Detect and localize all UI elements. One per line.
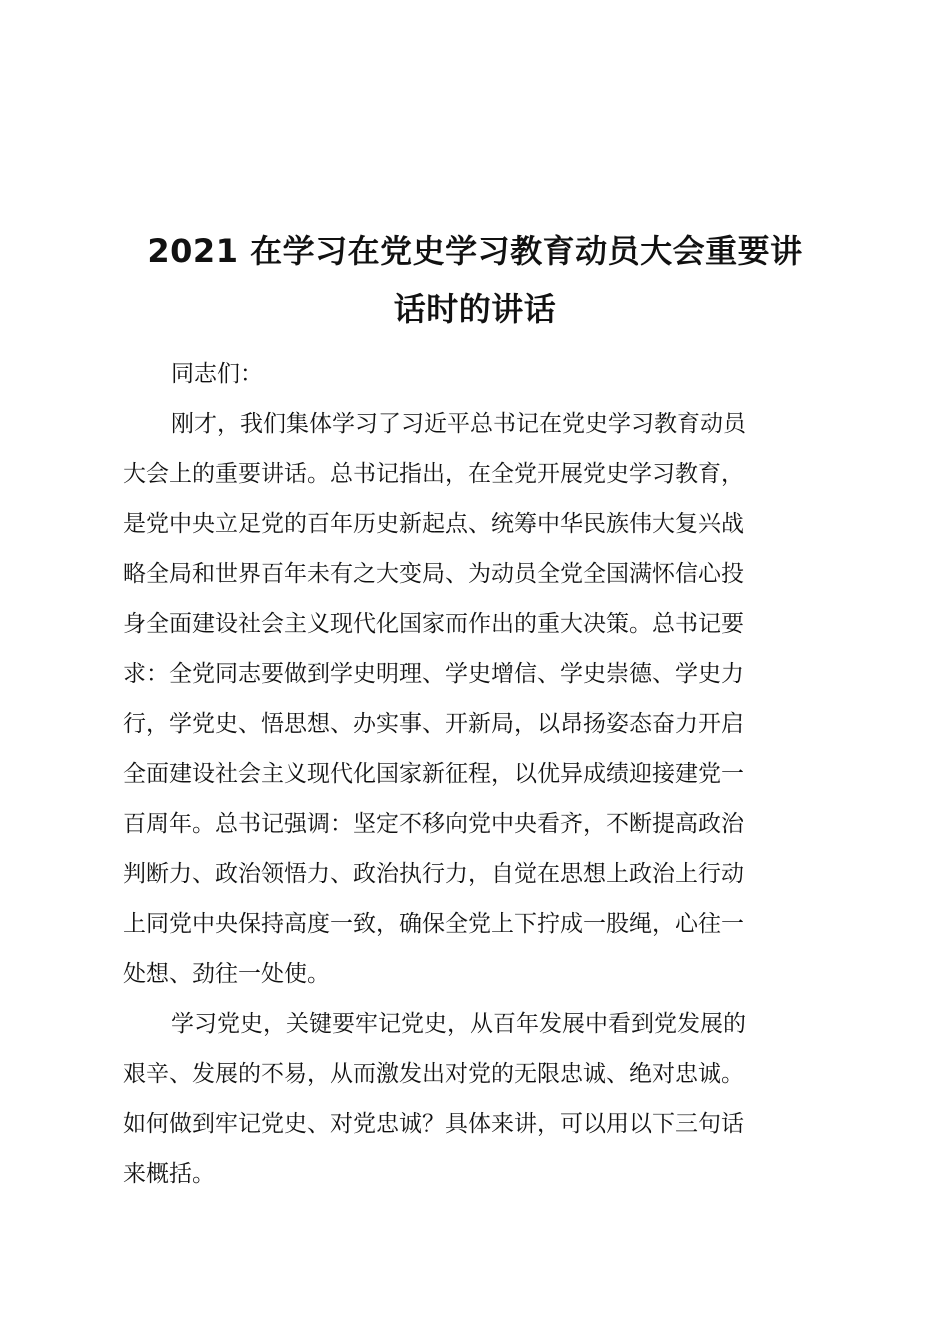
paragraph-party-history [123, 999, 838, 1199]
text-line: 行，学党史、悟思想、办实事、开新局，以昂扬姿态奋力开启 [123, 711, 744, 737]
text-line: 来概括。 [123, 1161, 215, 1187]
text-line: 同志们： [171, 361, 263, 387]
text-line: 大会上的重要讲话。总书记指出，在全党开展党史学习教育， [123, 461, 744, 487]
text-line: 艰辛、发展的不易，从而激发出对党的无限忠诚、绝对忠诚。 [123, 1061, 744, 1087]
text-line: 如何做到牢记党史、对党忠诚？具体来讲，可以用以下三句话 [123, 1111, 744, 1137]
document-title [110, 222, 840, 338]
paragraph-greeting [123, 349, 838, 399]
text-line: 全面建设社会主义现代化国家新征程，以优异成绩迎接建党一 [123, 761, 744, 787]
text-line: 处想、劲往一处使。 [123, 961, 330, 987]
text-line: 百周年。总书记强调：坚定不移向党中央看齐，不断提高政治 [123, 811, 744, 837]
text-line: 上同党中央保持高度一致，确保全党上下拧成一股绳，心往一 [123, 911, 744, 937]
text-line: 身全面建设社会主义现代化国家而作出的重大决策。总书记要 [123, 611, 744, 637]
text-line: 求：全党同志要做到学史明理、学史增信、学史崇德、学史力 [123, 661, 744, 687]
text-line: 略全局和世界百年未有之大变局、为动员全党全国满怀信心投 [123, 561, 744, 587]
paragraph-speech-summary [123, 399, 838, 999]
title-line-1: 2021 在学习在党史学习教育动员大会重要讲 [147, 232, 803, 270]
title-line-2: 话时的讲话 [393, 290, 557, 328]
text-line: 是党中央立足党的百年历史新起点、统筹中华民族伟大复兴战 [123, 511, 744, 537]
text-line: 学习党史，关键要牢记党史，从百年发展中看到党发展的 [171, 1011, 746, 1037]
text-line: 刚才，我们集体学习了习近平总书记在党史学习教育动员 [171, 411, 746, 437]
document-body [123, 349, 838, 1199]
text-line: 判断力、政治领悟力、政治执行力，自觉在思想上政治上行动 [123, 861, 744, 887]
